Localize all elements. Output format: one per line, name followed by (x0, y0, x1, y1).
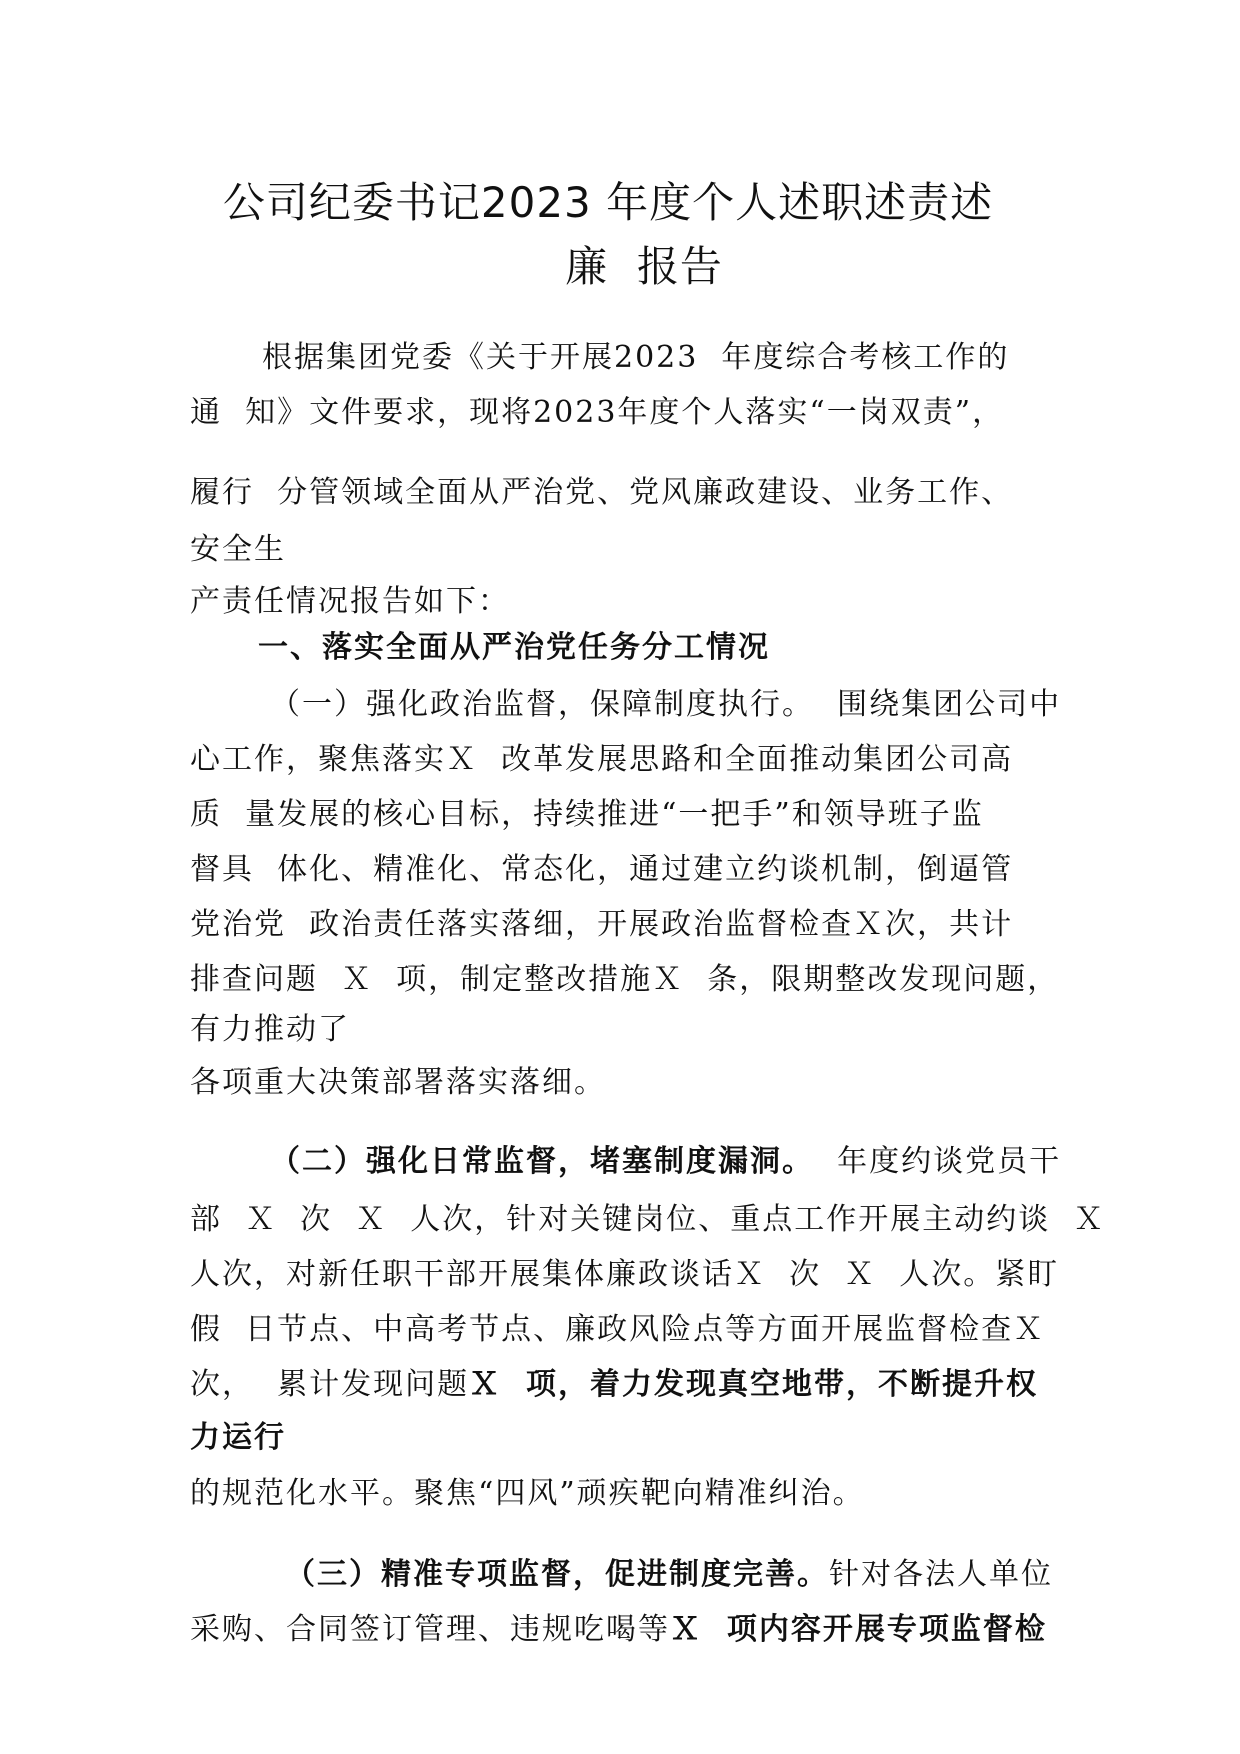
document-title-line-1: 公司纪委书记2023 年度个人述职述责述 (222, 178, 994, 227)
para1-line-3: 质 量发展的核心目标，持续推进“一把手”和领导班子监 (190, 797, 984, 832)
para3-line-1 (285, 1557, 1053, 1592)
para3-line-1-rest: 针对各法人单位 (829, 1557, 1053, 1592)
intro-line-1: 根据集团党委《关于开展2023 年度综合考核工作的 (262, 340, 1010, 375)
para2-line-1 (270, 1144, 1062, 1179)
para1-line-7: 有力推动了 (190, 1012, 350, 1047)
para3-line-2-normal: 采购、合同签订管理、违规吃喝等 (190, 1612, 670, 1647)
intro-line-3: 履行 分管领域全面从严治党、党风廉政建设、业务工作、 (190, 475, 1014, 510)
para1-line-5: 党治党 政治责任落实落细，开展政治监督检查Ｘ次，共计 (190, 907, 1014, 942)
intro-line-2: 通 知》文件要求，现将2023年度个人落实“一岗双责”， (190, 395, 1005, 430)
para1-line-1 (270, 687, 1062, 722)
intro-line-5: 产责任情况报告如下： (190, 584, 510, 619)
para1-line-6: 排查问题 Ｘ 项，制定整改措施Ｘ 条，限期整改发现问题， (190, 962, 1060, 997)
para1-line-2: 心工作，聚焦落实Ｘ 改革发展思路和全面推动集团公司高 (190, 742, 1014, 777)
para2-line-5-normal: 次， 累计发现问题 (190, 1367, 470, 1402)
document-title-line-2: 廉 报告 (565, 242, 723, 291)
para3-line-2 (190, 1612, 1047, 1647)
para2-line-2: 部 Ｘ 次 Ｘ 人次，针对关键岗位、重点工作开展主动约谈 Ｘ (190, 1202, 1106, 1237)
para2-line-5-bold: Ｘ 项，着力发现真空地带，不断提升权 (469, 1367, 1038, 1402)
para2-line-7: 的规范化水平。聚焦“四风”顽疾靶向精准纠治。 (190, 1476, 865, 1511)
para2-line-6: 力运行 (190, 1420, 286, 1455)
intro-line-4: 安全生 (190, 532, 286, 567)
para1-line-8: 各项重大决策部署落实落细。 (190, 1065, 606, 1100)
section-heading-1: 一、落实全面从严治党任务分工情况 (258, 630, 770, 665)
para3-lead: （三）精准专项监督，促进制度完善。 (285, 1557, 829, 1592)
para1-line-4: 督具 体化、精准化、常态化，通过建立约谈机制，倒逼管 (190, 852, 1014, 887)
para2-line-3: 人次，对新任职干部开展集体廉政谈话Ｘ 次 Ｘ 人次。紧盯 (190, 1257, 1060, 1292)
para2-line-4: 假 日节点、中高考节点、廉政风险点等方面开展监督检查Ｘ (190, 1312, 1046, 1347)
para2-line-5 (190, 1367, 1038, 1402)
para1-line-1-rest: 围绕集团公司中 (814, 687, 1062, 722)
para2-line-1-rest: 年度约谈党员干 (814, 1144, 1062, 1179)
para2-lead: （二）强化日常监督，堵塞制度漏洞。 (270, 1144, 814, 1179)
para3-line-2-bold: Ｘ 项内容开展专项监督检 (670, 1612, 1047, 1647)
para1-lead: （一）强化政治监督，保障制度执行。 (270, 687, 814, 722)
